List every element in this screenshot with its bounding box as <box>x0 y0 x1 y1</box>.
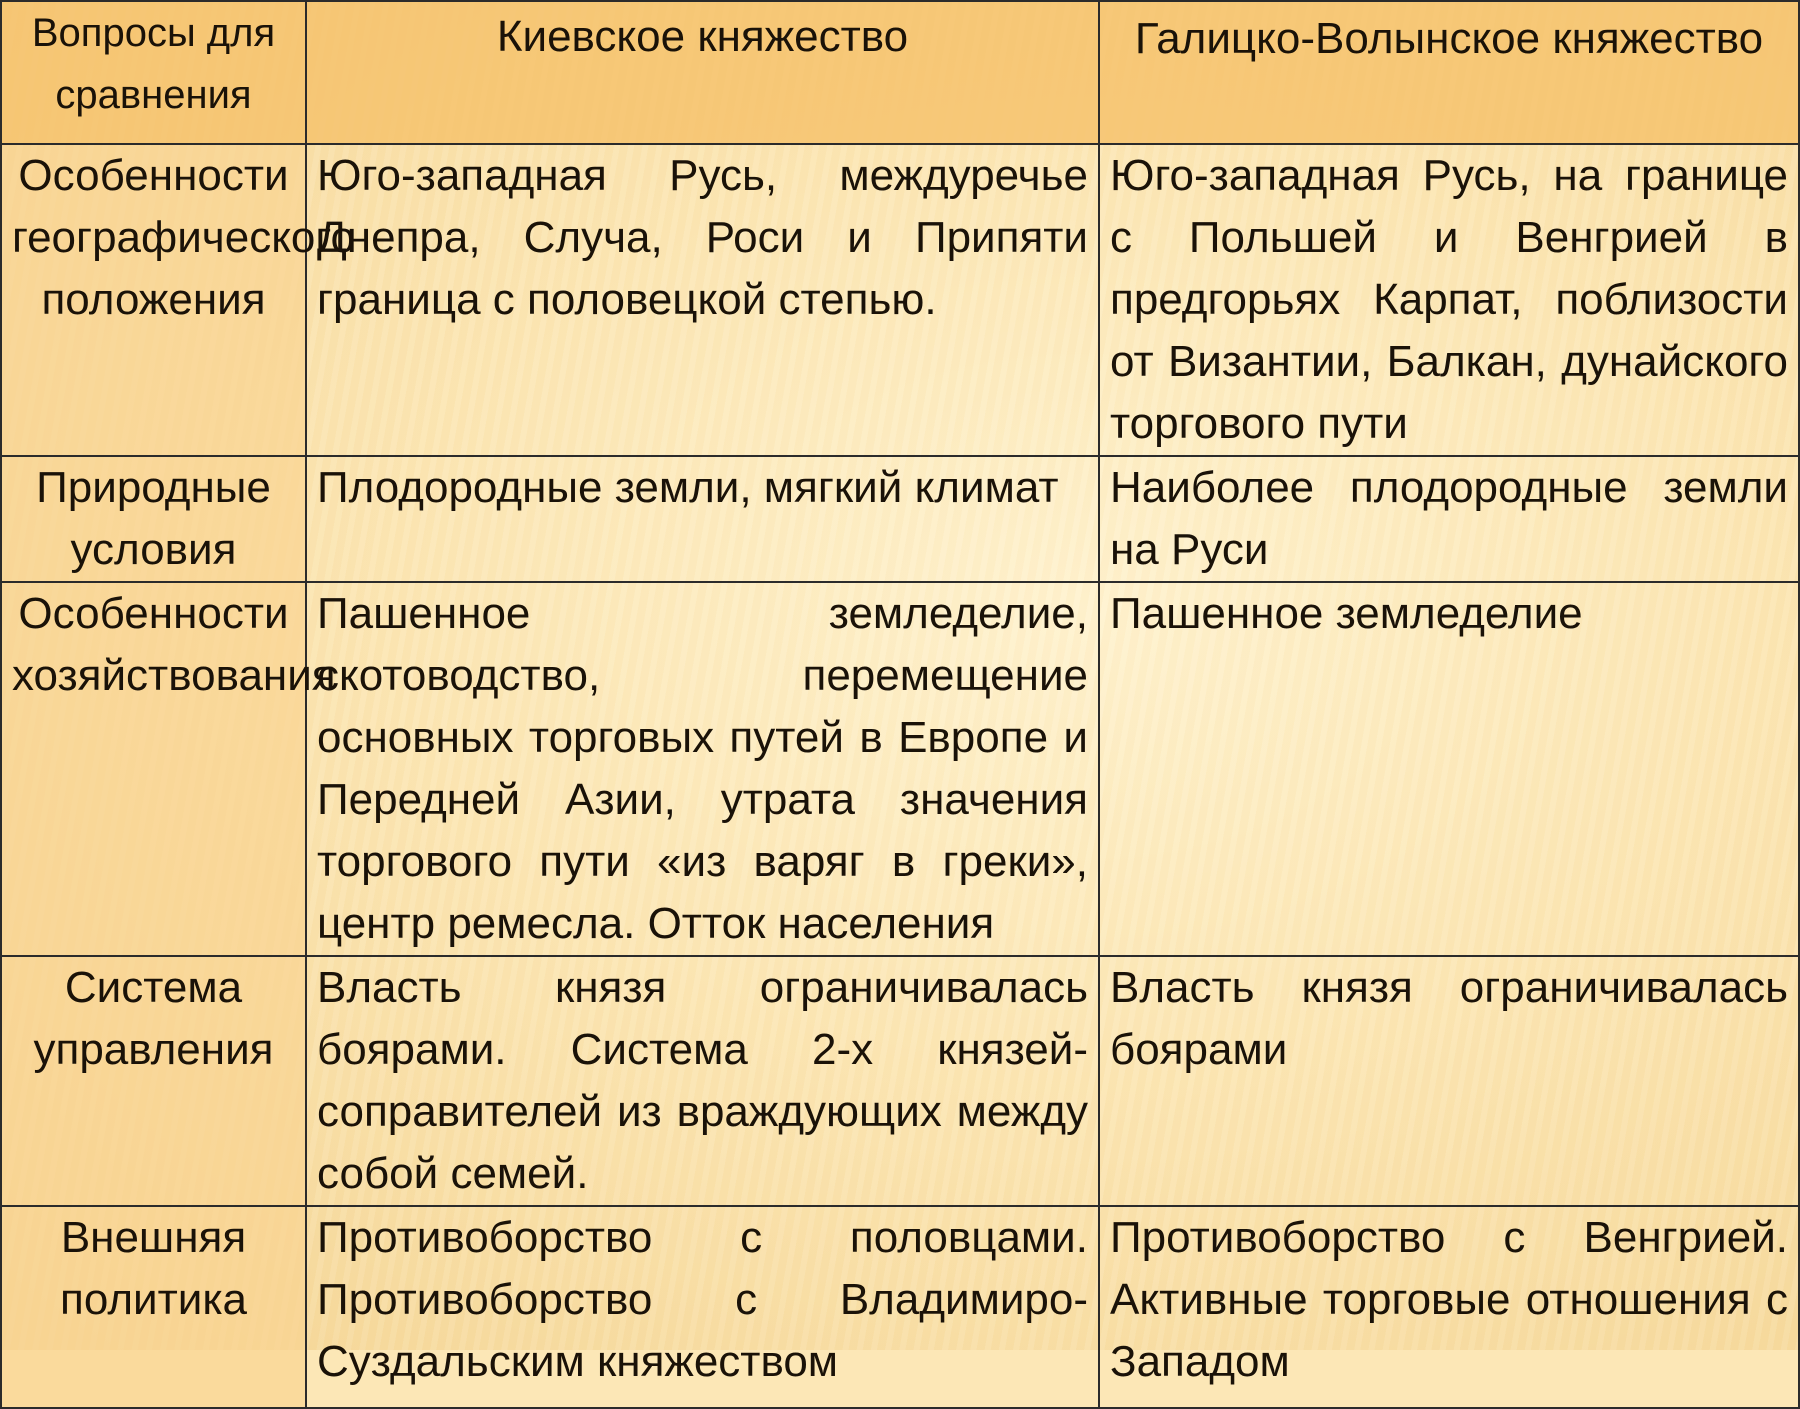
cell-galich: Пашенное земледелие <box>1099 582 1799 956</box>
table-row <box>1 1206 1799 1408</box>
header-galich: Галицко-Волынское княжество <box>1099 1 1799 144</box>
row-label: Особенности хозяйствования <box>1 582 306 956</box>
table-row <box>1 456 1799 582</box>
cell-galich: Юго-западная Русь, на границе с Польшей и Венгрией в предгорьях Карпат, поблизости от Византии, Балкан, дунайского торгового пути <box>1099 144 1799 456</box>
cell-kiev: Противоборство с половцами. Противоборство с Владимиро-Суздальским княжеством <box>306 1206 1099 1408</box>
row-label: Природные условия <box>1 456 306 582</box>
cell-galich: Противоборство с Венгрией. Активные торговые отношения с Западом <box>1099 1206 1799 1408</box>
table-header-row <box>1 1 1799 144</box>
cell-kiev: Плодородные земли, мягкий климат <box>306 456 1099 582</box>
table-row <box>1 956 1799 1206</box>
cell-kiev: Власть князя ограничивалась боярами. Система 2-х князей-соправителей из враждующих между собой семей. <box>306 956 1099 1206</box>
cell-galich: Власть князя ограничивалась боярами <box>1099 956 1799 1206</box>
cell-galich: Наиболее плодородные земли на Руси <box>1099 456 1799 582</box>
cell-kiev: Пашенное земледелие, скотоводство, перемещение основных торговых путей в Европе и Передней Азии, утрата значения торгового пути «из варяг в греки», центр ремесла. Отток населения <box>306 582 1099 956</box>
row-label: Внешняя политика <box>1 1206 306 1408</box>
table-row <box>1 144 1799 456</box>
cell-kiev: Юго-западная Русь, междуречье Днепра, Случа, Роси и Припяти граница с половецкой степью. <box>306 144 1099 456</box>
row-label: Особенности географического положения <box>1 144 306 456</box>
row-label: Система управления <box>1 956 306 1206</box>
table-row <box>1 582 1799 956</box>
header-questions: Вопросы для сравнения <box>1 1 306 144</box>
header-kiev: Киевское княжество <box>306 1 1099 144</box>
